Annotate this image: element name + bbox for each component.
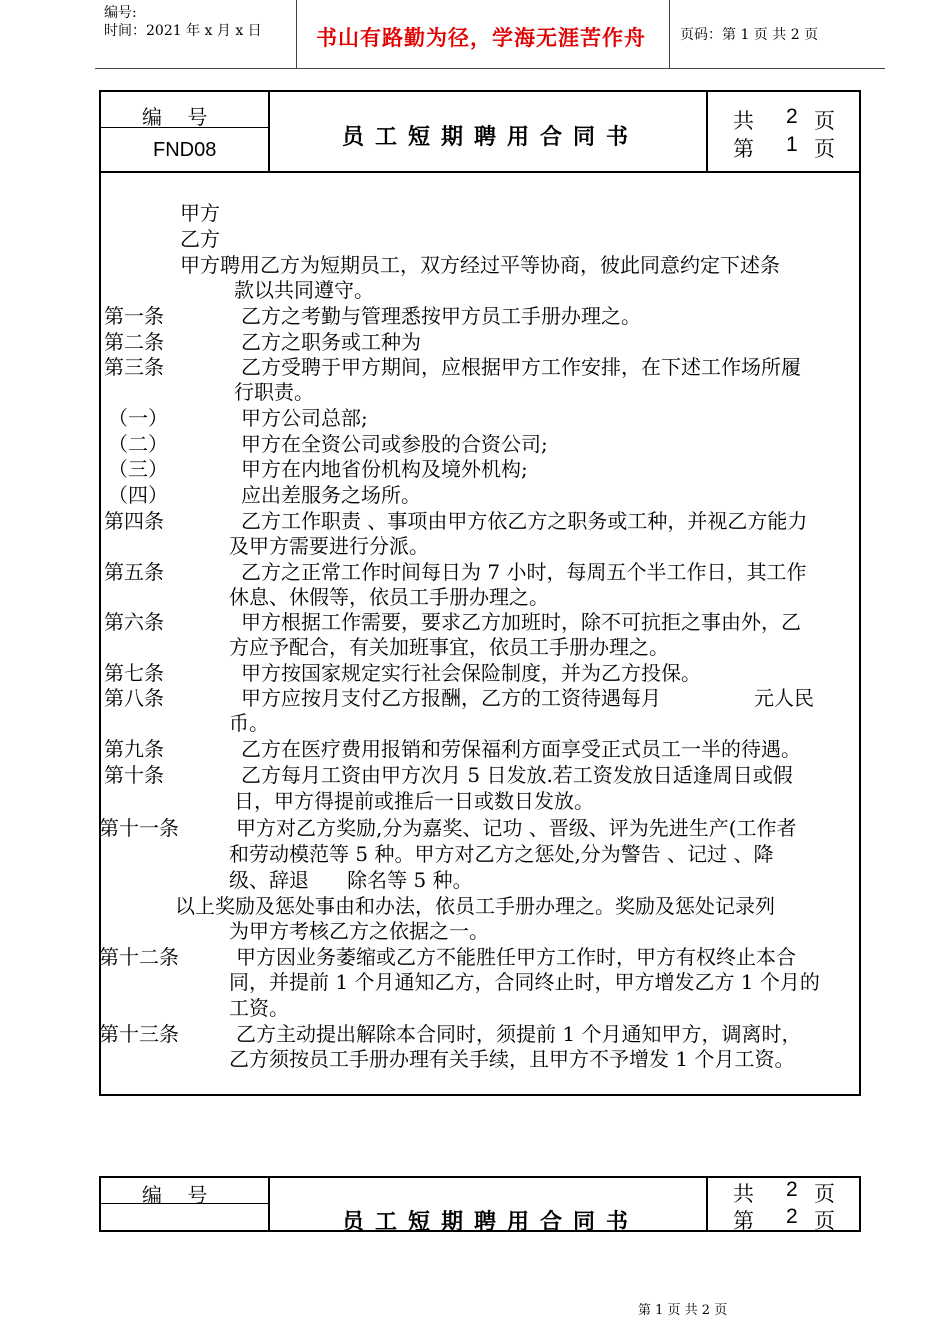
doc-number-label: 编号: (104, 5, 137, 21)
article-text: 乙方工作职责 、事项由甲方依乙方之职务或工种，并视乙方能力 (241, 509, 808, 533)
article-text: 乙方在医疗费用报销和劳保福利方面享受正式员工一半的待遇。 (241, 737, 801, 761)
article-label: 第三条 (104, 355, 164, 379)
item-label: （一） (108, 406, 168, 430)
article-text: 乙方须按员工手册办理有关手续，且甲方不予增发 1 个月工资。 (229, 1047, 795, 1071)
article-text: 甲方根据工作需要，要求乙方加班时，除不可抗拒之事由外，乙 (241, 610, 801, 634)
current-page-value: 1 (786, 133, 798, 156)
article-text: 及甲方需要进行分派。 (229, 534, 429, 558)
current-page-unit: 页 (814, 1209, 835, 1233)
footer-page-info: 第 1 页 共 2 页 (638, 1303, 728, 1318)
header-motto: 书山有路勤为径，学海无涯苦作舟 (316, 25, 646, 50)
total-pages-unit: 页 (814, 1182, 835, 1206)
article-text: 币。 (229, 711, 269, 735)
article-text: 乙方每月工资由甲方次月 5 日发放.若工资发放日适逢周日或假 (241, 763, 793, 787)
article-text: 工资。 (229, 996, 289, 1020)
item-text: 甲方在内地省份机构及境外机构; (241, 457, 528, 481)
form-cell-divider (268, 1176, 270, 1232)
article-label: 第十条 (104, 763, 164, 787)
total-pages-label: 共 (733, 109, 754, 133)
article-text: 日，甲方得提前或推后一日或数日发放。 (234, 789, 594, 813)
form-title: 员工短期聘用合同书 (342, 124, 640, 150)
article-text: 乙方之正常工作时间每日为 7 小时，每周五个半工作日，其工作 (241, 560, 807, 584)
article-label: 第二条 (104, 330, 164, 354)
note-text: 为甲方考核乙方之依据之一。 (229, 919, 489, 943)
article-label: 第八条 (104, 686, 164, 710)
preamble-line: 甲方聘用乙方为短期员工，双方经过平等协商，彼此同意约定下述条 (180, 253, 780, 277)
current-page-unit: 页 (814, 137, 835, 161)
party-a-label: 甲方 (180, 201, 220, 225)
article-text: 乙方主动提出解除本合同时，须提前 1 个月通知甲方，调离时， (236, 1022, 802, 1046)
total-pages-value: 2 (786, 1178, 798, 1201)
preamble-line: 款以共同遵守。 (234, 278, 374, 302)
header-page-info: 页码：第 1 页 共 2 页 (680, 27, 819, 43)
article-text: 甲方对乙方奖励,分为嘉奖、记功 、晋级、评为先进生产(工作者 (236, 816, 797, 840)
article-label: 第七条 (104, 661, 164, 685)
item-label: （三） (108, 457, 168, 481)
article-text: 乙方受聘于甲方期间，应根据甲方工作安排，在下述工作场所履 (241, 355, 801, 379)
article-text: 和劳动模范等 5 种。甲方对乙方之惩处,分为警告 、记过 、降 (229, 842, 774, 866)
article-text: 同，并提前 1 个月通知乙方，合同终止时，甲方增发乙方 1 个月的 (229, 970, 820, 994)
article-text: 元人民 (754, 686, 814, 710)
total-pages-value: 2 (786, 105, 798, 128)
current-page-label: 第 (733, 137, 754, 161)
article-text: 乙方之考勤与管理悉按甲方员工手册办理之。 (241, 304, 641, 328)
form-title: 员工短期聘用合同书 (342, 1209, 640, 1235)
article-text: 乙方之职务或工种为 (241, 330, 421, 354)
article-text: 休息、休假等，依员工手册办理之。 (229, 585, 549, 609)
article-label: 第四条 (104, 509, 164, 533)
party-b-label: 乙方 (180, 227, 220, 251)
article-label: 第十一条 (99, 816, 179, 840)
article-label: 第一条 (104, 304, 164, 328)
form-header-rule (99, 171, 861, 173)
header-rule (95, 68, 885, 69)
item-text: 甲方公司总部; (241, 406, 368, 430)
article-label: 第五条 (104, 560, 164, 584)
article-text: 甲方按国家规定实行社会保险制度，并为乙方投保。 (241, 661, 701, 685)
article-text: 方应予配合，有关加班事宜，依员工手册办理之。 (229, 635, 669, 659)
form-number-label: 编 号 (142, 105, 208, 129)
total-pages-label: 共 (733, 1182, 754, 1206)
doc-time-label: 时间：2021 年 x 月 x 日 (104, 23, 262, 39)
form-number-value: FND08 (153, 139, 217, 161)
form-cell-divider (706, 90, 708, 172)
article-label: 第六条 (104, 610, 164, 634)
header-divider (669, 0, 670, 68)
form-number-label: 编 号 (142, 1183, 208, 1207)
total-pages-unit: 页 (814, 109, 835, 133)
header-divider (296, 0, 297, 68)
form-cell-divider (268, 90, 270, 172)
current-page-value: 2 (786, 1205, 798, 1228)
form-cell-divider (706, 1176, 708, 1232)
article-label: 第九条 (104, 737, 164, 761)
article-text: 甲方应按月支付乙方报酬，乙方的工资待遇每月 (241, 686, 661, 710)
item-text: 甲方在全资公司或参股的合资公司; (241, 432, 548, 456)
item-text: 应出差服务之场所。 (241, 483, 421, 507)
article-text: 行职责。 (234, 380, 314, 404)
article-text: 级、辞退 除名等 5 种。 (229, 868, 473, 892)
note-text: 以上奖励及惩处事由和办法，依员工手册办理之。奖励及惩处记录列 (175, 894, 775, 918)
item-label: （四） (108, 483, 168, 507)
article-text: 甲方因业务萎缩或乙方不能胜任甲方工作时，甲方有权终止本合 (236, 945, 796, 969)
article-label: 第十三条 (99, 1022, 179, 1046)
item-label: （二） (108, 432, 168, 456)
current-page-label: 第 (733, 1209, 754, 1233)
article-label: 第十二条 (99, 945, 179, 969)
